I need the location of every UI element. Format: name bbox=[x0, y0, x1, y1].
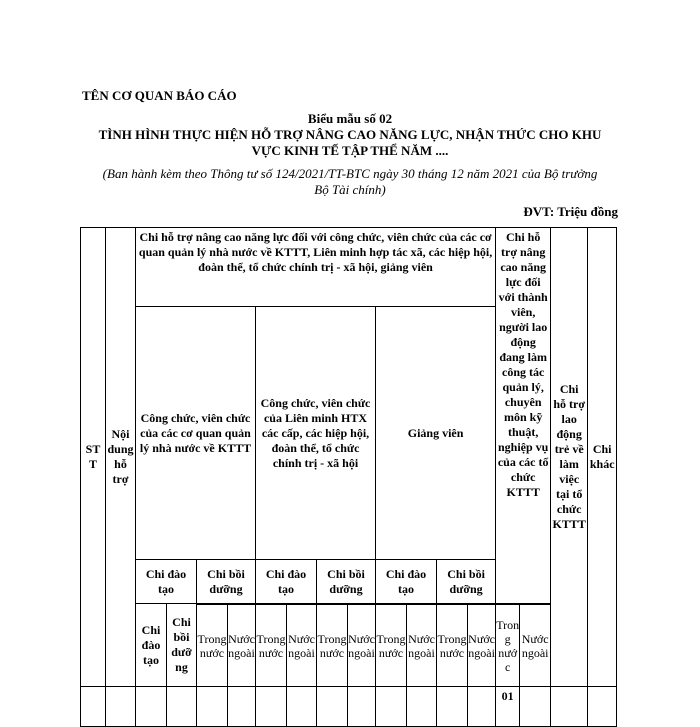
table-cell bbox=[136, 687, 167, 727]
table-cell bbox=[81, 687, 106, 727]
content-header: Nội dung hỗ trợ bbox=[106, 228, 136, 687]
form-number: Biểu mẫu số 02 bbox=[307, 111, 393, 126]
members-header: Chi hỗ trợ nâng cao năng lực đối với thành viên, người lao động đang làm công tác quản lý, chuyên môn kỹ thuật, nghiệp vụ của các tổ chức KTTT bbox=[496, 228, 551, 604]
other-header: Chi khác bbox=[588, 228, 617, 687]
members-fostering-header: Chi bồi dưỡng bbox=[167, 604, 197, 687]
alliance-officials-header: Công chức, viên chức của Liên minh HTX các cấp, các hiệp hội, đoàn thể, tổ chức chính trị - xã hội bbox=[256, 307, 376, 560]
state-training-header: Chi đào tạo bbox=[136, 560, 197, 604]
organization-name: TÊN CƠ QUAN BÁO CÁO bbox=[82, 88, 237, 103]
table-cell bbox=[256, 687, 287, 727]
alliance-training-domestic: Trong nước bbox=[317, 605, 348, 687]
table-cell bbox=[437, 687, 468, 727]
lecturer-fostering-domestic: Trong nước bbox=[496, 605, 520, 687]
table-cell bbox=[348, 687, 376, 727]
capacity-group-header: Chi hỗ trợ nâng cao năng lực đối với công chức, viên chức của các cơ quan quản lý nhà nước về KTTT, Liên minh hợp tác xã, các hiệp hội, đoàn thể, tổ chức chính trị - xã hội, giảng viên bbox=[136, 228, 496, 307]
lecturer-fostering-header: Chi bồi dưỡng bbox=[437, 560, 496, 604]
alliance-fostering-foreign: Nước ngoài bbox=[407, 605, 437, 687]
youth-labor-header: Chi hỗ trợ lao động trẻ về làm việc tại tổ chức KTTT bbox=[551, 228, 588, 687]
lecturer-fostering-foreign: Nước ngoài bbox=[520, 605, 551, 687]
table-cell bbox=[106, 687, 136, 727]
table-cell bbox=[468, 687, 496, 727]
lecturer-header: Giảng viên bbox=[376, 307, 496, 560]
subtitle-line-2: Bộ Tài chính) bbox=[314, 182, 386, 197]
stt-header: STT bbox=[81, 228, 106, 687]
table-cell bbox=[588, 687, 617, 727]
lecturer-training-domestic: Trong nước bbox=[437, 605, 468, 687]
table-cell bbox=[197, 687, 228, 727]
alliance-training-foreign: Nước ngoài bbox=[348, 605, 376, 687]
alliance-training-header: Chi đào tạo bbox=[256, 560, 317, 604]
legal-basis bbox=[78, 166, 622, 198]
state-officials-header: Công chức, viên chức của các cơ quan quản lý nhà nước về KTTT bbox=[136, 307, 256, 560]
subtitle-line-1: (Ban hành kèm theo Thông tư số 124/2021/TT-BTC ngày 30 tháng 12 năm 2021 của Bộ trưởng bbox=[102, 166, 598, 181]
state-fostering-header: Chi bồi dưỡng bbox=[197, 560, 256, 604]
table-cell bbox=[167, 687, 197, 727]
lecturer-training-foreign: Nước ngoài bbox=[468, 605, 496, 687]
alliance-fostering-header: Chi bồi dưỡng bbox=[317, 560, 376, 604]
first-row-value: 01 bbox=[496, 687, 520, 727]
members-training-header: Chi đào tạo bbox=[136, 604, 167, 687]
lecturer-training-header: Chi đào tạo bbox=[376, 560, 437, 604]
table-cell bbox=[407, 687, 437, 727]
state-training-domestic: Trong nước bbox=[197, 605, 228, 687]
table-cell bbox=[228, 687, 256, 727]
table-cell bbox=[287, 687, 317, 727]
state-fostering-foreign: Nước ngoài bbox=[287, 605, 317, 687]
report-heading bbox=[78, 111, 622, 159]
title-line-1: TÌNH HÌNH THỰC HIỆN HỖ TRỢ NÂNG CAO NĂNG LỰC, NHẬN THỨC CHO KHU bbox=[98, 127, 602, 142]
unit-label: ĐVT: Triệu đồng bbox=[523, 204, 618, 219]
state-fostering-domestic: Trong nước bbox=[256, 605, 287, 687]
table-cell bbox=[376, 687, 407, 727]
report-table bbox=[80, 227, 617, 727]
table-cell bbox=[317, 687, 348, 727]
table-cell bbox=[551, 687, 588, 727]
state-training-foreign: Nước ngoài bbox=[228, 605, 256, 687]
alliance-fostering-domestic: Trong nước bbox=[376, 605, 407, 687]
title-line-2: VỰC KINH TẾ TẬP THỂ NĂM .... bbox=[251, 143, 449, 158]
table-cell bbox=[520, 687, 551, 727]
